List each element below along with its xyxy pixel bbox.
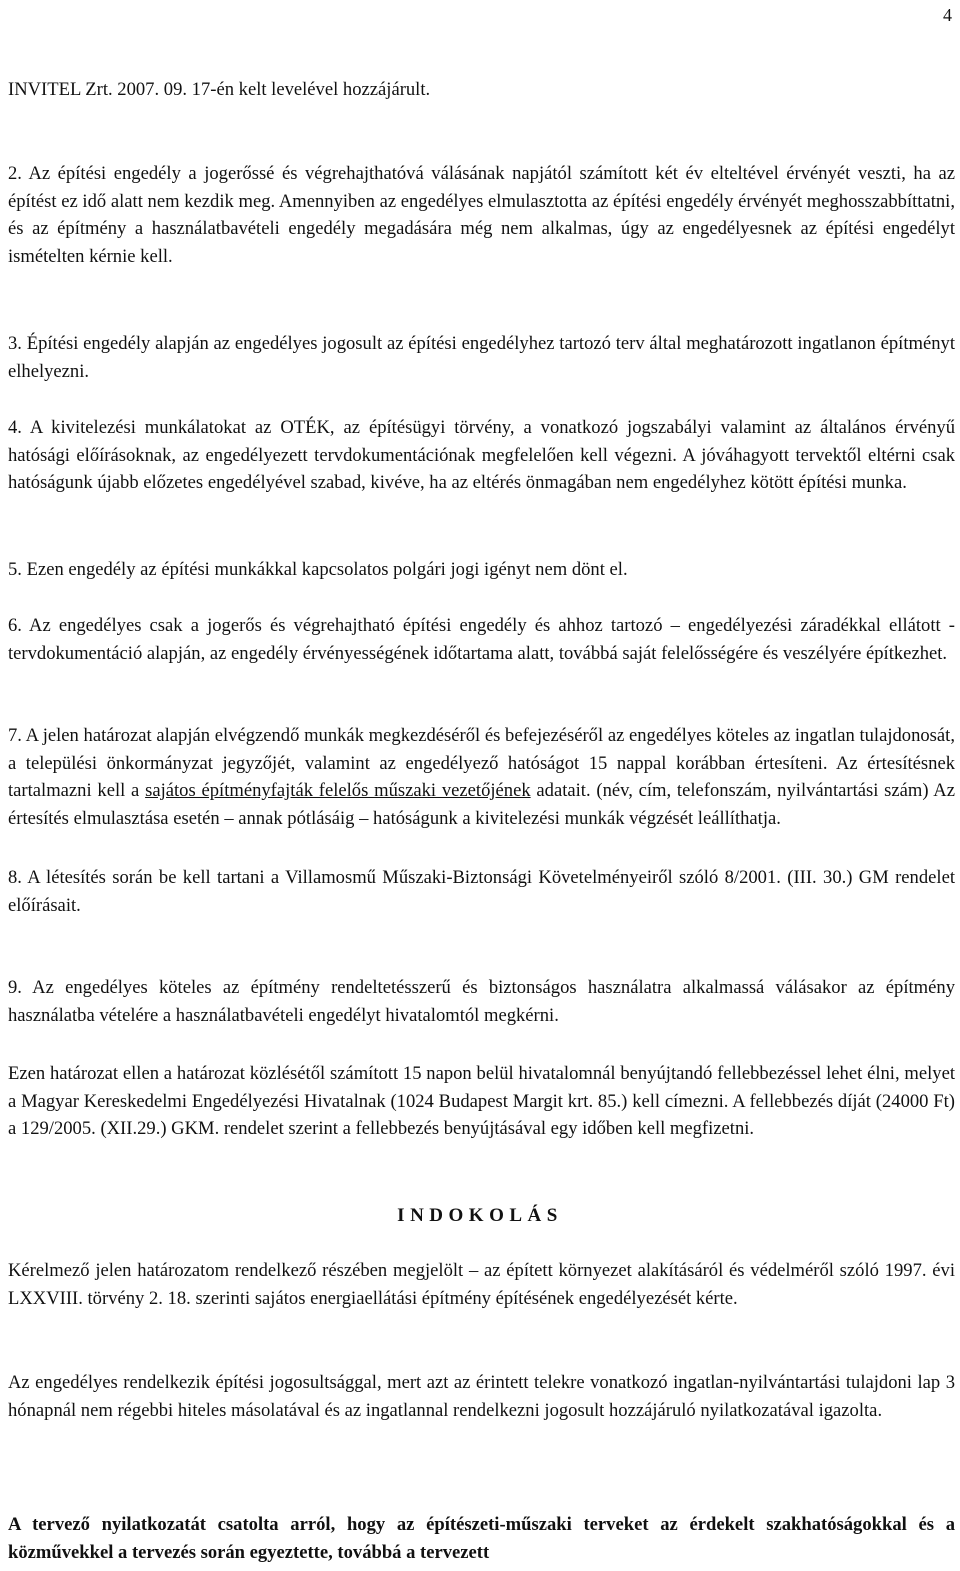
paragraph-8: 8. A létesítés során be kell tartani a Villamosmű Műszaki-Biztonsági Követelményeiről szóló 8/2001. (III. 30.) GM rendelet előírásait.	[8, 867, 955, 916]
paragraph-7-underlined: sajátos építményfajták felelős műszaki vezetőjének	[145, 780, 531, 801]
paragraph-7-text-b: adatait. (név, cím, telefonszám, nyilvántartási szám) Az értesítés elmulasztása esetén – annak pótlásáig – hatóságunk a kivitelezési munkák végzését leállíthatja.	[8, 780, 955, 829]
reasoning-paragraph-3: A tervező nyilatkozatát csatolta arról, hogy az építészeti-műszaki terveket az érdekelt szakhatóságokkal és a közművekkel a tervezés során egyeztette, továbbá a tervezett	[8, 1514, 955, 1563]
paragraph-4: 4. A kivitelezési munkálatokat az OTÉK, az építésügyi törvény, a vonatkozó jogszabályi valamint az általános érvényű hatósági előírásoknak, az engedélyezett tervdokumentációnak megfelelően kell végezni. A jóváhagyott tervektől eltérni csak hatóságunk újabb előzetes engedélyével szabad, kivéve, ha az eltérés önmagában nem engedélyhez kötött építési munka.	[8, 417, 955, 493]
reasoning-paragraph-1: Kérelmező jelen határozatom rendelkező részében megjelölt – az épített környezet alakításáról és védelméről szóló 1997. évi LXXVIII. törvény 2. 18. szerinti sajátos energiaellátási építmény építésének engedélyezését kérte.	[8, 1260, 955, 1309]
paragraph-2: 2. Az építési engedély a jogerőssé és végrehajthatóvá válásának napjától számított két év elteltével érvényét veszti, ha az építést ez idő alatt nem kezdik meg. Amennyiben az engedélyes elmulasztotta az építési engedély érvényét meghosszabbíttatni, és az építmény a használatbavételi engedély megadására még nem alkalmas, úgy az engedélyesnek az építési engedélyt ismételten kérnie kell.	[8, 163, 955, 267]
paragraph-7-text-a: 7. A jelen határozat alapján elvégzendő munkák megkezdéséről és befejezéséről az engedélyes köteles az ingatlan tulajdonosát, a települési önkormányzat jegyzőjét, valamint az engedélyező hatóságot 15 nappal korábban értesíteni. Az értesítésnek tartalmazni kell a	[8, 725, 955, 801]
intro-line: INVITEL Zrt. 2007. 09. 17-én kelt levelével hozzájárult.	[8, 79, 431, 100]
paragraph-9: 9. Az engedélyes köteles az építmény rendeltetésszerű és biztonságos használatra alkalmassá válásakor az építmény használatba vételére a használatbavételi engedélyt hivatalomtól megkérni.	[8, 977, 955, 1026]
paragraph-6: 6. Az engedélyes csak a jogerős és végrehajtható építési engedély és ahhoz tartozó – engedélyezési záradékkal ellátott - tervdokumentáció alapján, az engedély érvényességének időtartama alatt, továbbá saját felelősségére és veszélyére építkezhet.	[8, 615, 955, 664]
paragraph-3: 3. Építési engedély alapján az engedélyes jogosult az építési engedélyhez tartozó terv által meghatározott ingatlanon építményt elhelyezni.	[8, 333, 955, 382]
paragraph-7	[8, 722, 955, 832]
page-number: 4	[943, 5, 952, 25]
section-heading: INDOKOLÁS	[397, 1205, 563, 1226]
paragraph-5: 5. Ezen engedély az építési munkákkal kapcsolatos polgári jogi igényt nem dönt el.	[8, 559, 628, 580]
reasoning-paragraph-2: Az engedélyes rendelkezik építési jogosultsággal, mert azt az érintett telekre vonatkozó ingatlan-nyilvántartási tulajdoni lap 3 hónapnál nem régebbi hiteles másolatával és az ingatlannal rendelkezni jogosult hozzájáruló nyilatkozatával igazolta.	[8, 1372, 955, 1421]
appeal-paragraph: Ezen határozat ellen a határozat közlésétől számított 15 napon belül hivatalomnál benyújtandó fellebbezéssel lehet élni, melyet a Magyar Kereskedelmi Engedélyezési Hivatalnak (1024 Budapest Margit krt. 85.) kell címezni. A fellebbezés díját (24000 Ft) a 129/2005. (XII.29.) GKM. rendelet szerint a fellebbezés benyújtásával egy időben kell megfizetni.	[8, 1063, 955, 1139]
